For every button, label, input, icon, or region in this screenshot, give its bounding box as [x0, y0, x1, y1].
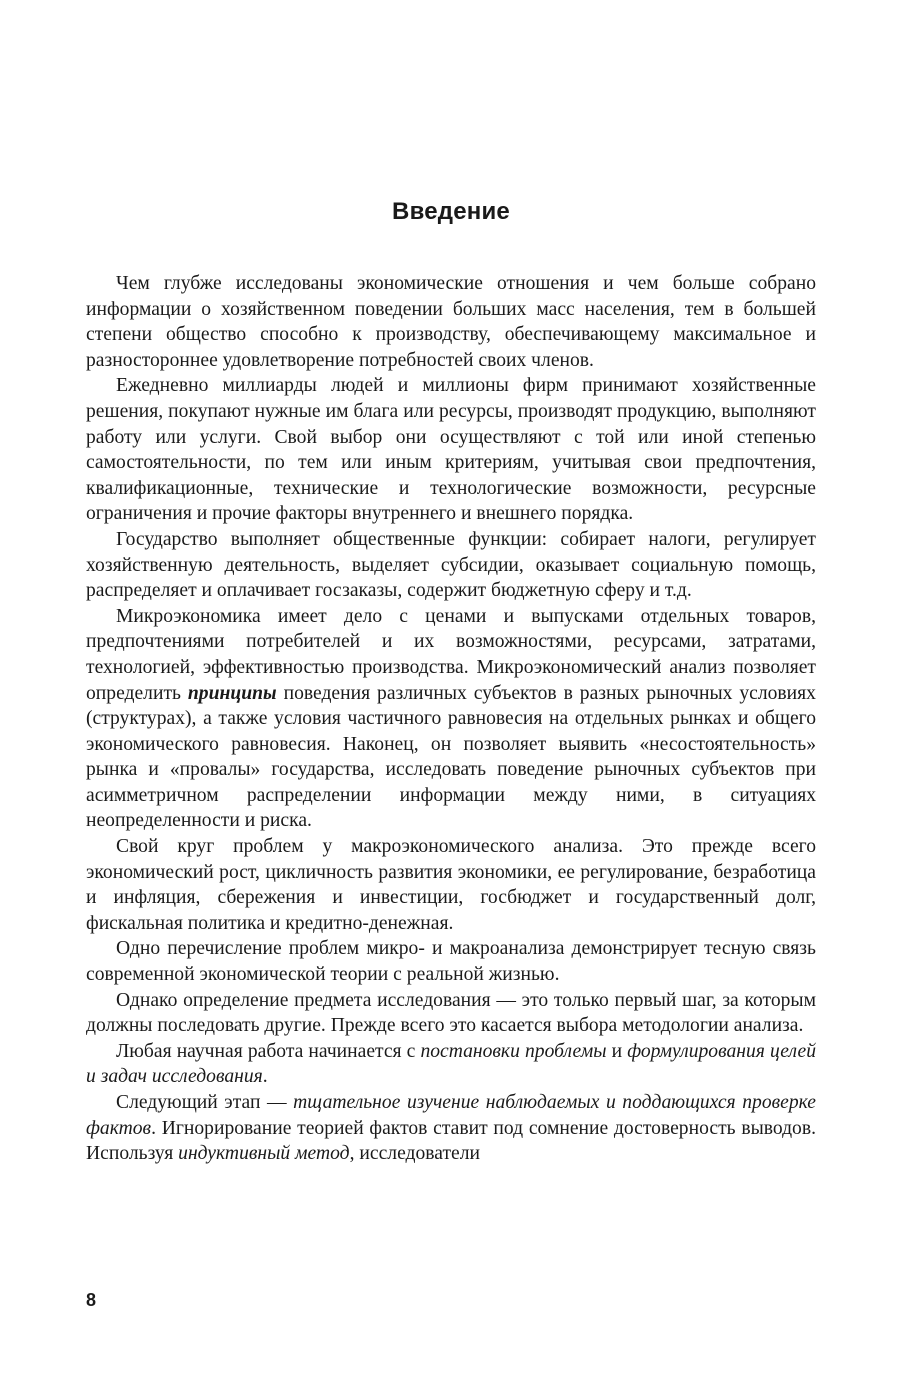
paragraph-text: Государство выполняет общественные функции: собирает налоги, регулирует хозяйственную деятельность, выделяет субсидии, оказывает социальную помощь, распределяет и оплачивает госзаказы, содержит бюджетную сферу и т.д. — [86, 528, 816, 602]
section-heading: Введение — [392, 198, 510, 225]
paragraph — [86, 1090, 816, 1167]
paragraph-text: Свой круг проблем у макроэкономического анализа. Это прежде всего экономический рост, цикличность развития экономики, ее регулирование, безработица и инфляция, сбережения и инвестиции, госбюджет и государственный долг, фискальная политика и кредитно-денежная. — [86, 836, 816, 934]
paragraph — [86, 373, 816, 527]
paragraph-text: Чем глубже исследованы экономические отношения и чем больше собрано информации о хозяйственном поведении больших масс населения, тем в большей степени общество способно к производству, обеспечивающему максимальное и разностороннее удовлетворение потребностей своих членов. — [86, 273, 816, 371]
paragraph-text: . — [262, 1066, 268, 1088]
emphasis-text: индуктивный метод — [178, 1143, 350, 1165]
paragraph — [86, 936, 816, 987]
paragraph-text: , исследователи — [349, 1143, 480, 1165]
paragraph-text: Микроэкономика имеет дело с ценами и выпусками отдельных товаров, предпочтениями потребителей и их возможностями, ресурсами, затратами, технологией, эффективностью производства. Микроэкономический анализ позволяет определить — [86, 605, 816, 704]
strong-wrapper — [188, 683, 277, 704]
paragraph-text: Следующий этап — — [116, 1092, 294, 1113]
paragraph-text: и — [606, 1040, 628, 1062]
strong-emphasis-text: принципы — [187, 682, 277, 704]
paragraph — [86, 834, 816, 936]
emphasis-text: формулирования целей и задач исследования — [86, 1040, 816, 1088]
paragraph — [86, 527, 816, 604]
paragraph-text: Однако определение предмета исследования — это только первый шаг, за которым должны последовать другие. Прежде всего это касается выбора методологии анализа. — [86, 989, 816, 1037]
body-text — [86, 271, 816, 1167]
paragraph — [86, 604, 816, 834]
paragraph — [86, 271, 816, 373]
paragraph-text: Одно перечисление проблем микро- и макроанализа демонстрирует тесную связь современной экономической теории с реальной жизнью. — [86, 938, 816, 986]
paragraph-text: Любая научная работа начинается с — [116, 1040, 421, 1062]
paragraph — [86, 988, 816, 1039]
emphasis-text: постановки проблемы — [420, 1040, 607, 1062]
paragraph-text: . Игнорирование теорией фактов ставит под сомнение достоверность выводов. Используя — [86, 1117, 816, 1165]
paragraph-text: поведения различных субъектов в разных рыночных условиях (структурах), а также условия частичного равновесия на отдельных рынках и общего экономического равновесия. Наконец, он позволяет выявить «несостоятельность» рынка и «провалы» государства, исследовать поведение рыночных субъектов при асимметричном распределении информации между ними, в ситуациях неопределенности и риска. — [86, 682, 816, 832]
paragraph — [86, 1039, 816, 1090]
paragraph-text: Ежедневно миллиарды людей и миллионы фирм принимают хозяйственные решения, покупают нужные им блага или ресурсы, производят продукцию, выполняют работу или услуги. Свой выбор они осуществляют с той или иной степенью самостоятельности, по тем или иным критериям, учитывая свои предпочтения, квалификационные, технические и технологические возможности, ресурсные ограничения и прочие факторы внутреннего и внешнего порядка. — [86, 375, 816, 525]
page-number: 8 — [86, 1290, 97, 1310]
emphasis-text: тщательное изучение наблюдаемых и поддающихся проверке фактов — [86, 1092, 816, 1139]
